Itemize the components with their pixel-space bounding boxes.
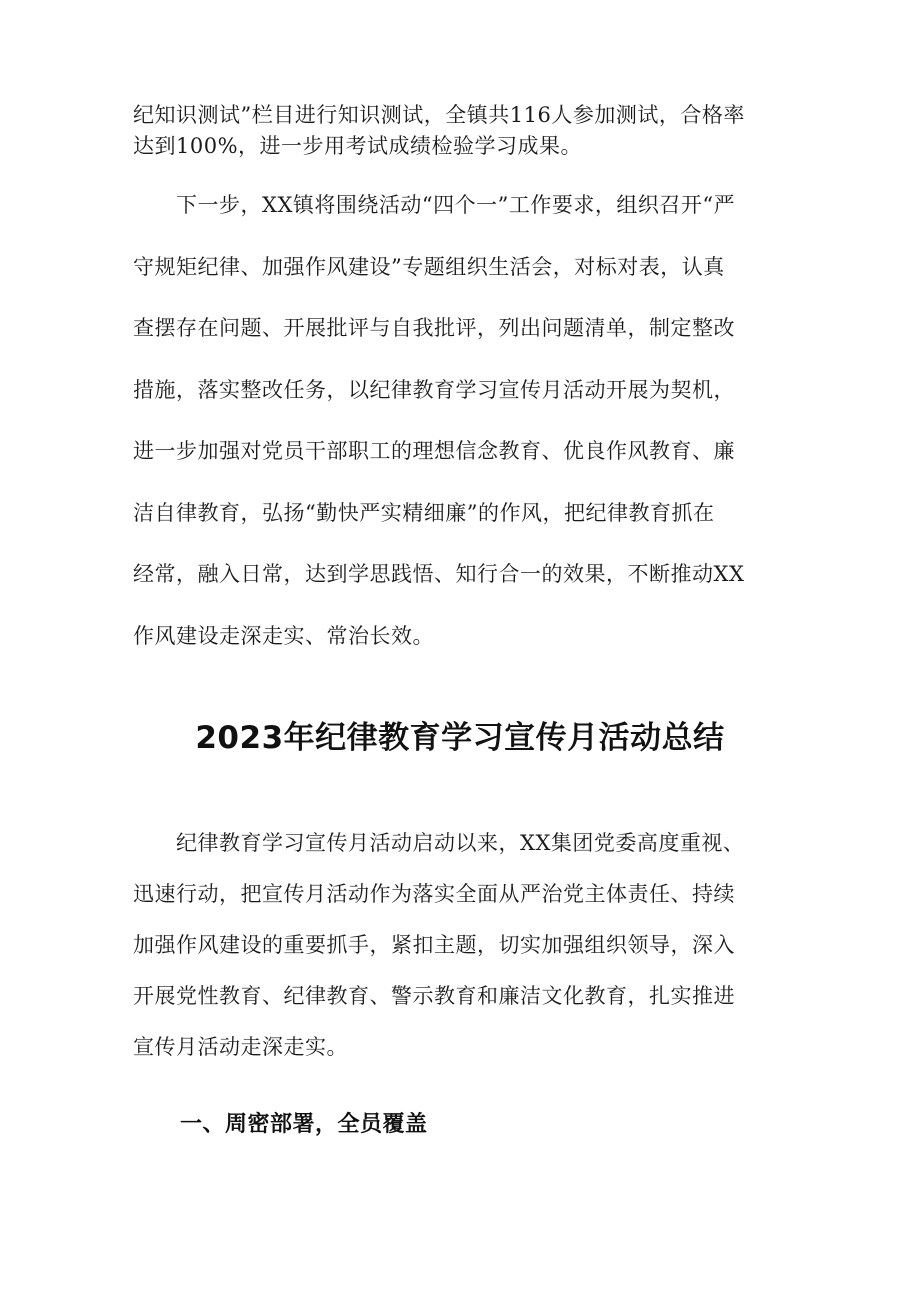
document-title: 2023年纪律教育学习宣传月活动总结	[195, 720, 725, 756]
text-line: 作风建设走深走实、常治长效。	[133, 623, 434, 648]
text-line: 开展党性教育、纪律教育、警示教育和廉洁文化教育，扎实推进	[133, 984, 735, 1008]
paragraph-test-results	[133, 100, 798, 162]
text-line: 守规矩纪律、加强作风建设”专题组织生活会，对标对表，认真	[133, 254, 725, 279]
text-line: 洁自律教育，弘扬“勤快严实精细廉”的作风，把纪律教育抓在	[133, 500, 715, 525]
text-line: 达到100%，进一步用考试成绩检验学习成果。	[133, 134, 583, 158]
text-line: 经常，融入日常，达到学思践悟、知行合一的效果，不断推动XX	[133, 562, 745, 586]
section-heading: 一、周密部署，全员覆盖	[180, 1112, 428, 1137]
paragraph-introduction	[133, 818, 798, 1073]
text-line: 纪律教育学习宣传月活动启动以来，XX集团党委高度重视、	[133, 831, 745, 855]
paragraph-next-steps	[133, 175, 798, 667]
text-line: 宣传月活动走深走实。	[133, 1035, 348, 1059]
text-line: 下一步，XX镇将围绕活动“四个一”工作要求，组织召开“严	[133, 193, 736, 217]
text-line: 加强作风建设的重要抓手，紧扣主题，切实加强组织领导，深入	[133, 933, 735, 957]
text-line: 进一步加强对党员干部职工的理想信念教育、优良作风教育、廉	[133, 439, 735, 463]
text-line: 措施，落实整改任务，以纪律教育学习宣传月活动开展为契机，	[133, 377, 735, 402]
text-line: 纪知识测试”栏目进行知识测试，全镇共116人参加测试，合格率	[133, 103, 745, 127]
text-line: 查摆存在问题、开展批评与自我批评，列出问题清单，制定整改	[133, 316, 735, 340]
text-line: 迅速行动，把宣传月活动作为落实全面从严治党主体责任、持续	[133, 882, 735, 906]
